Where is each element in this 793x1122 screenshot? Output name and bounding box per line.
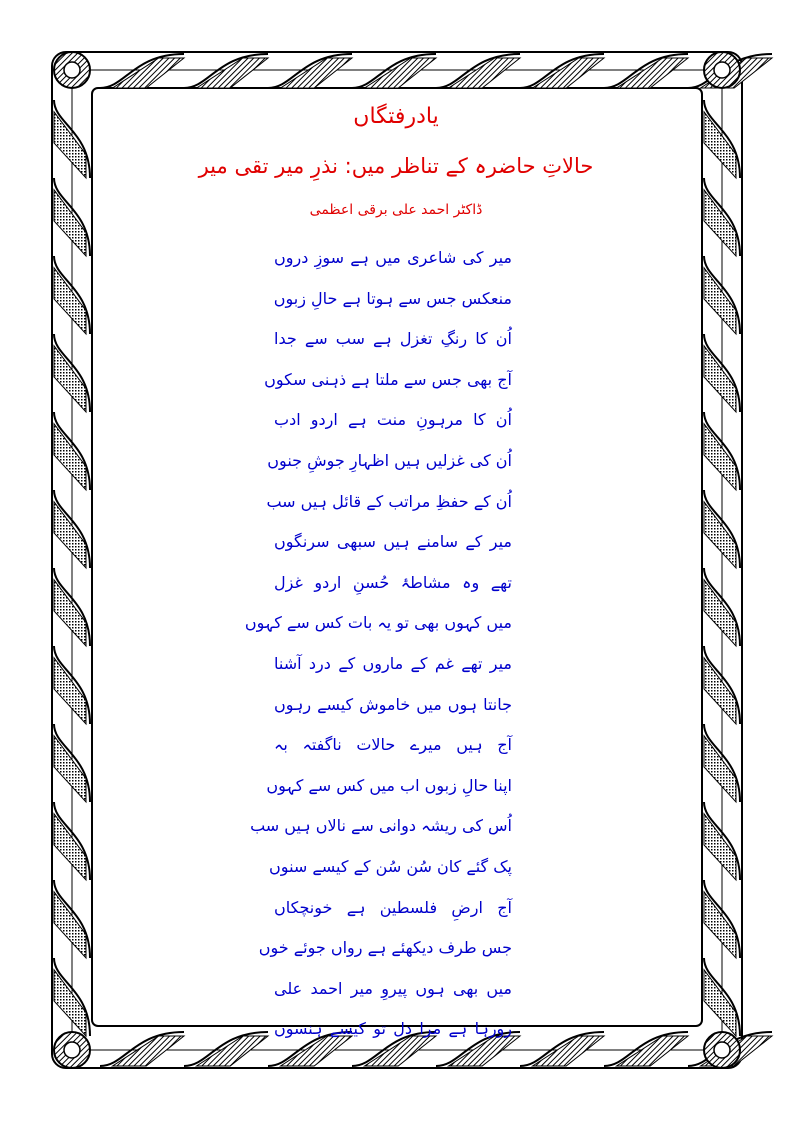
poem-verse: جس طرف دیکھئے ہے رواں جوئے خوں xyxy=(258,938,512,958)
poem-verse: اُن کا مرہونِ منت ہے اردو ادب xyxy=(274,410,512,430)
poem-verse: اُن کی غزلیں ہیں اظہارِ جوشِ جنوں xyxy=(267,450,512,470)
poem-verse: جانتا ہوں میں خاموش کیسے رہوں xyxy=(274,694,512,714)
author-name: ڈاکٹر احمد علی برقی اعظمی xyxy=(309,202,483,218)
poem-verse: میر کی شاعری میں ہے سوزِ دروں xyxy=(274,248,512,267)
poem-verse: تھے وہ مشاطۂ حُسنِ اردو غزل xyxy=(274,572,512,592)
page-title: یادرفتگاں xyxy=(353,104,439,129)
poem-verse: میر تھے غم کے ماروں کے درد آشنا xyxy=(274,653,512,673)
poem-verse: اپنا حالِ زبوں اب میں کس سے کہوں xyxy=(266,775,512,795)
poem-verse: آج ہیں میرے حالات ناگفتہ بہ xyxy=(274,735,512,755)
page-content xyxy=(96,92,696,1039)
poem-verse: رورہا ہے مرا دل تو کیسے ہنسوں xyxy=(274,1019,512,1039)
poem-verse: آج ارضِ فلسطین ہے خونچکاں xyxy=(274,897,512,917)
poem-verse: میں بھی ہوں پیروِ میر احمد علی xyxy=(274,978,512,998)
poem-verse: آج بھی جس سے ملتا ہے ذہنی سکوں xyxy=(264,369,512,389)
poem-verse: پک گئے کان سُن سُن کے کیسے سنوں xyxy=(269,856,512,876)
poem-verse: اُس کی ریشہ دوانی سے نالاں ہیں سب xyxy=(250,816,512,836)
poem-verse: منعکس جس سے ہوتا ہے حالِ زبوں xyxy=(273,288,512,308)
poem-verse: میر کے سامنے ہیں سبھی سرنگوں xyxy=(274,532,512,552)
poem-subtitle: حالاتِ حاضرہ کے تناظر میں: نذرِ میر تقی میر xyxy=(198,154,594,178)
poem-body xyxy=(244,238,512,1050)
poem-verse: اُن کے حفظِ مراتب کے قائل ہیں سب xyxy=(266,491,512,511)
poem-verse: میں کہوں بھی تو یہ بات کس سے کہوں xyxy=(244,613,512,633)
poem-verse: اُن کا رنگِ تغزل ہے سب سے جدا xyxy=(274,329,512,349)
